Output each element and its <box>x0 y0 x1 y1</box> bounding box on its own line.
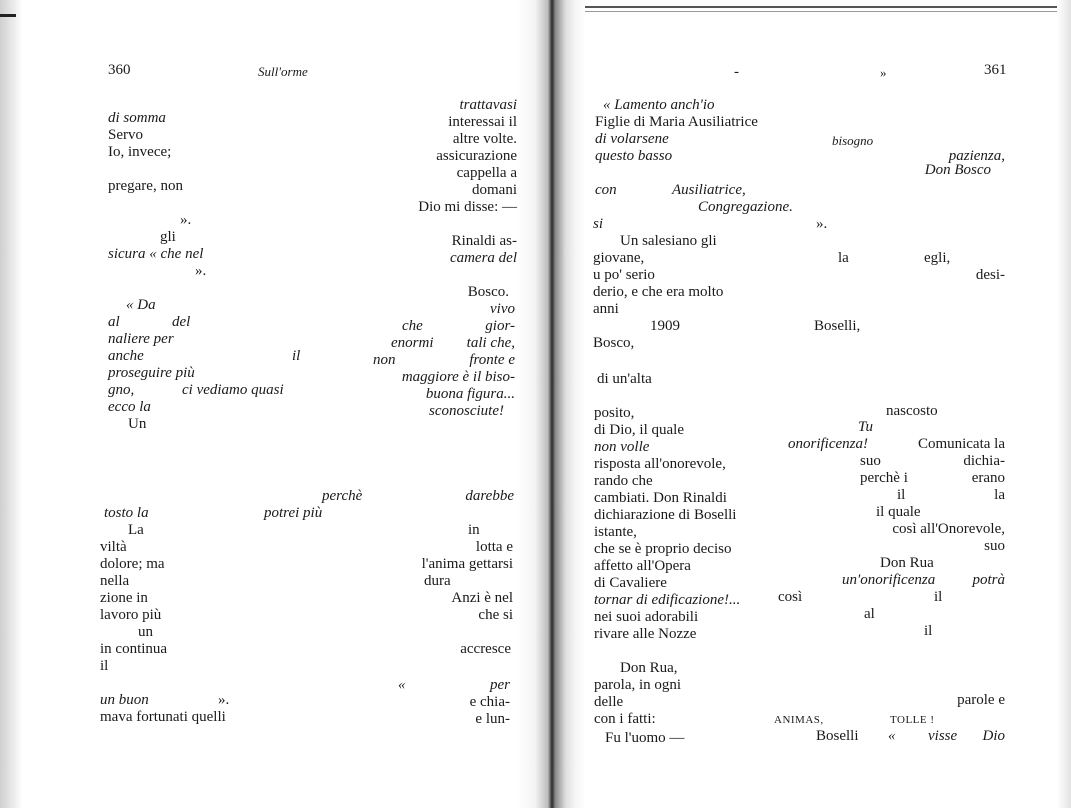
text-fragment: perchè <box>322 488 363 504</box>
text-fragment: lotta e <box>475 539 513 555</box>
text-fragment: ». <box>816 216 828 232</box>
text-fragment: Bosco. <box>467 284 509 300</box>
text-fragment: un <box>138 624 153 640</box>
text-fragment: 1909 <box>650 318 680 334</box>
text-fragment: gno, <box>108 382 135 398</box>
text-fragment: vivo <box>490 301 515 317</box>
text-fragment: sconosciute! <box>429 403 504 419</box>
text-fragment: e lun- <box>475 711 510 727</box>
text-fragment: di Cavaliere <box>594 575 667 591</box>
text-fragment: si <box>593 216 604 232</box>
text-fragment: Rinaldi as- <box>451 233 517 249</box>
text-fragment: anche <box>108 348 144 364</box>
text-fragment: dichiarazione di Boselli <box>594 507 737 523</box>
text-fragment: Comunicata la <box>917 436 1005 452</box>
text-fragment: domani <box>472 182 517 198</box>
text-fragment: ci vediamo quasi <box>182 382 284 398</box>
text-fragment: suo <box>984 538 1005 554</box>
text-fragment: e chia- <box>469 694 510 710</box>
text-fragment: anni <box>593 301 619 317</box>
text-fragment: gior- <box>485 318 515 334</box>
text-fragment: del <box>172 314 191 330</box>
text-fragment: il <box>924 623 933 639</box>
text-fragment: cambiati. Don Rinaldi <box>594 490 727 506</box>
text-fragment: rando che <box>594 473 653 489</box>
text-fragment: fronte e <box>469 352 515 368</box>
text-fragment: « Lamento anch'io <box>603 97 715 113</box>
page-mark: » <box>880 65 887 80</box>
text-fragment: suo <box>860 453 881 469</box>
text-fragment: ANIMAS, <box>774 714 824 726</box>
text-fragment: ». <box>180 212 192 228</box>
text-fragment: Don Rua <box>880 555 934 571</box>
text-fragment: proseguire più <box>108 365 195 381</box>
text-fragment: bisogno <box>832 133 874 148</box>
left-edge-shadow <box>0 0 22 808</box>
text-fragment: un'onorificenza <box>842 572 936 588</box>
text-fragment: ». <box>218 692 230 708</box>
text-fragment: Boselli, <box>814 318 861 334</box>
text-fragment: darebbe <box>465 488 514 504</box>
text-fragment: sicura « che nel <box>108 246 204 262</box>
text-fragment: giovane, <box>593 250 645 266</box>
right-edge-shadow <box>1057 0 1071 808</box>
page-number-right: 361 <box>984 62 1007 78</box>
text-fragment: per <box>490 677 510 693</box>
text-fragment: al <box>108 314 120 330</box>
text-fragment: accresce <box>460 641 511 657</box>
text-fragment: desi- <box>975 267 1005 283</box>
text-fragment: il <box>100 658 109 674</box>
text-fragment: in continua <box>100 641 168 657</box>
text-fragment: gli <box>160 229 176 245</box>
text-fragment: nei suoi adorabili <box>594 609 699 625</box>
text-fragment: altre volte. <box>452 131 517 147</box>
text-fragment: parole e <box>957 692 1005 708</box>
text-fragment: così <box>778 589 803 605</box>
running-head: Sull'orme <box>258 64 308 79</box>
text-fragment: di un'alta <box>597 371 652 387</box>
text-fragment: questo basso <box>595 148 673 164</box>
text-fragment: « <box>888 728 896 744</box>
text-fragment: La <box>128 522 144 538</box>
text-fragment: affetto all'Opera <box>594 558 691 574</box>
top-page-edge-inner <box>585 11 1071 12</box>
text-fragment: camera del <box>449 250 517 266</box>
text-fragment: parola, in ogni <box>594 677 682 693</box>
text-fragment: « Da <box>126 297 156 313</box>
text-fragment: erano <box>971 470 1005 486</box>
text-fragment: il quale <box>876 504 921 520</box>
text-fragment: Ausiliatrice, <box>672 182 746 198</box>
text-fragment: interessai il <box>448 114 517 130</box>
text-fragment: pregare, non <box>108 178 183 194</box>
text-fragment: rivare alle Nozze <box>594 626 697 642</box>
text-fragment: delle <box>594 694 624 710</box>
text-fragment: maggiore è il biso- <box>401 369 515 385</box>
text-fragment: potrà <box>972 572 1005 588</box>
text-fragment: naliere per <box>108 331 174 347</box>
text-fragment: che <box>402 318 423 334</box>
text-fragment: TOLLE ! <box>890 714 935 726</box>
text-fragment: perchè i <box>860 470 908 486</box>
text-fragment: Boselli <box>816 728 859 744</box>
text-fragment: al <box>864 606 875 622</box>
left-edge-mark <box>0 14 16 17</box>
text-fragment: dura <box>424 573 451 589</box>
text-fragment: Bosco, <box>593 335 635 351</box>
text-fragment: nascosto <box>886 403 938 419</box>
text-fragment: la <box>838 250 849 266</box>
text-fragment: mava fortunati quelli <box>100 709 226 725</box>
top-page-edge <box>585 6 1071 8</box>
text-fragment: visse <box>928 728 958 744</box>
text-fragment: Congregazione. <box>698 199 793 215</box>
text-fragment: ecco la <box>108 399 151 415</box>
text-fragment: dolore; ma <box>100 556 165 572</box>
text-fragment: con <box>595 182 617 198</box>
text-fragment: non <box>373 352 396 368</box>
text-fragment: il <box>897 487 906 503</box>
text-fragment: assicurazione <box>436 148 517 164</box>
text-fragment: istante, <box>594 524 637 540</box>
book-gutter <box>518 0 586 808</box>
text-fragment: di Dio, il quale <box>594 422 684 438</box>
text-fragment: viltà <box>100 539 127 555</box>
text-fragment: con i fatti: <box>594 711 656 727</box>
text-fragment: non volle <box>594 439 650 455</box>
text-fragment: Anzi è nel <box>451 590 513 606</box>
text-fragment: onorificenza! <box>788 436 868 452</box>
text-fragment: Un <box>128 416 147 432</box>
text-fragment: derio, e che era molto <box>593 284 724 300</box>
text-fragment: Don Rua, <box>620 660 678 676</box>
text-fragment: che si <box>478 607 513 623</box>
text-fragment: enormi <box>391 335 434 351</box>
text-fragment: un buon <box>100 692 149 708</box>
text-fragment: che se è proprio deciso <box>594 541 732 557</box>
text-fragment: risposta all'onorevole, <box>594 456 726 472</box>
text-fragment: zione in <box>100 590 148 606</box>
text-fragment: Fu l'uomo — <box>605 730 685 746</box>
page-mark: - <box>734 64 739 80</box>
text-fragment: lavoro più <box>100 607 162 623</box>
text-fragment: « <box>398 677 406 693</box>
text-fragment: tornar di edificazione!... <box>594 592 741 608</box>
text-fragment: Un salesiano gli <box>620 233 717 249</box>
page-number-left: 360 <box>108 62 131 78</box>
text-fragment: ». <box>195 263 207 279</box>
text-fragment: il <box>934 589 943 605</box>
text-fragment: tosto la <box>104 505 149 521</box>
text-fragment: la <box>994 487 1005 503</box>
text-fragment: il <box>292 348 301 364</box>
text-fragment: trattavasi <box>459 97 517 113</box>
text-fragment: potrei più <box>264 505 323 521</box>
text-fragment: Dio mi disse: — <box>418 199 517 215</box>
text-fragment: posito, <box>594 405 635 421</box>
text-fragment: Dio <box>982 728 1005 744</box>
text-fragment: buona figura... <box>425 386 515 402</box>
text-fragment: Figlie di Maria Ausiliatrice <box>595 114 758 130</box>
text-fragment: Don Bosco <box>924 162 991 178</box>
text-fragment: l'anima gettarsi <box>421 556 513 572</box>
text-fragment: tali che, <box>466 335 515 351</box>
text-fragment: pazienza, <box>948 148 1005 164</box>
text-fragment: Tu <box>858 419 874 435</box>
text-fragment: di somma <box>108 110 166 126</box>
text-fragment: egli, <box>924 250 951 266</box>
text-fragment: nella <box>100 573 130 589</box>
text-fragment: Servo <box>108 127 143 143</box>
text-fragment: così all'Onorevole, <box>892 521 1005 537</box>
text-fragment: di volarsene <box>595 131 669 147</box>
text-fragment: in <box>468 522 480 538</box>
text-fragment: Io, invece; <box>108 144 172 160</box>
text-fragment: cappella a <box>456 165 517 181</box>
text-fragment: dichia- <box>963 453 1005 469</box>
text-fragment: u po' serio <box>593 267 655 283</box>
